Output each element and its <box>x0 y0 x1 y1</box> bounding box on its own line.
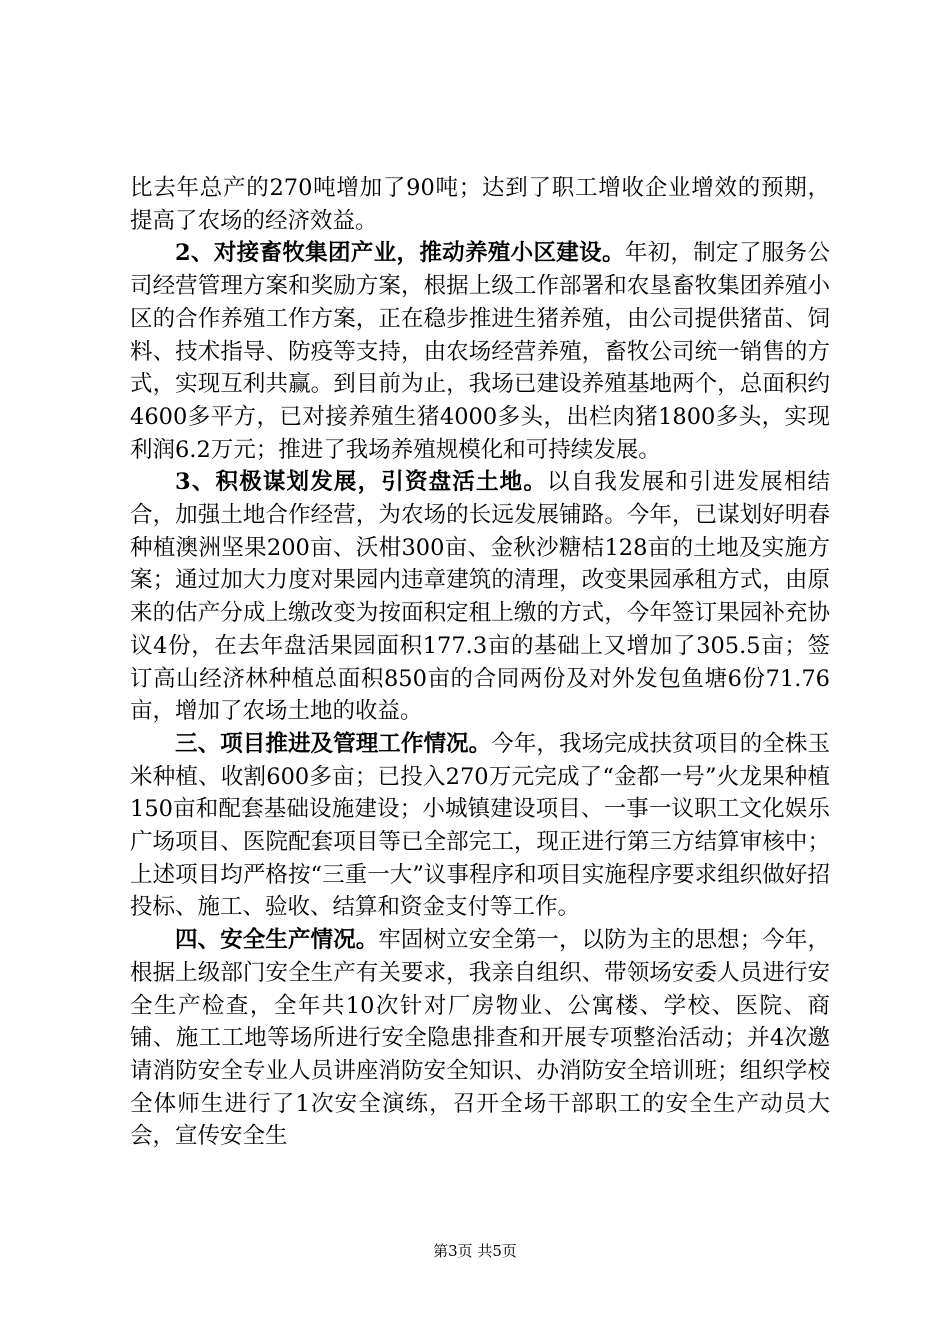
paragraph-livestock <box>130 237 830 466</box>
paragraph-text: 今年，我场完成扶贫项目的全株玉米种植、收割600多亩；已投入270万元完成了“金都一号”火龙果种植150亩和配套基础设施建设；小城镇建设项目、一事一议职工文化娱乐广场项目、医院配套项目等已全部完工，现正进行第三方结算审核中；上述项目均严格按“三重一大”议事程序和项目实施程序要求组织做好招投标、施工、验收、结算和资金支付等工作。 <box>130 730 830 921</box>
paragraph-lead: 四、安全生产情况。 <box>175 927 379 954</box>
page-number-label: 第3页 共5页 <box>433 1242 517 1260</box>
paragraph-text: 以自我发展和引进发展相结合，加强土地合作经营，为农场的长远发展铺路。今年，已谋划好明春种植澳洲坚果200亩、沃柑300亩、金秋沙糖桔128亩的土地及实施方案；通过加大力度对果园内违章建筑的清理，改变果园承租方式，由原来的估产分成上缴改变为按面积定租上缴的方式，今年签订果园补充协议4份，在去年盘活果园面积177.3亩的基础上又增加了305.5亩；签订高山经济林种植总面积850亩的合同两份及对外发包鱼塘6份71.76亩，增加了农场土地的收益。 <box>130 469 830 725</box>
paragraph-text: 牢固树立安全第一，以防为主的思想；今年，根据上级部门安全生产有关要求，我亲自组织、带领场安委人员进行安全生产检查，全年共10次针对厂房物业、公寓楼、学校、医院、商铺、施工工地等场所进行安全隐患排查和开展专项整治活动；并4次邀请消防安全专业人员讲座消防安全知识、办消防安全培训班；组织学校全体师生进行了1次安全演练，召开全场干部职工的安全生产动员大会，宣传安全生 <box>130 927 830 1150</box>
paragraph-lead: 三、项目推进及管理工作情况。 <box>175 730 492 757</box>
paragraph-continuation <box>130 172 830 237</box>
paragraph-lead: 3、积极谋划发展，引资盘活土地。 <box>175 469 548 496</box>
paragraph-lead: 2、对接畜牧集团产业，推动养殖小区建设。 <box>175 240 625 267</box>
paragraph-text: 年初，制定了服务公司经营管理方案和奖励方案，根据上级工作部署和农垦畜牧集团养殖小区的合作养殖工作方案，正在稳步推进生猪养殖，由公司提供猪苗、饲料、技术指导、防疫等支持，由农场经营养殖，畜牧公司统一销售的方式，实现互利共赢。到目前为止，我场已建设养殖基地两个，总面积约4600多平方，已对接养殖生猪4000多头，出栏肉猪1800多头，实现利润6.2万元；推进了我场养殖规模化和可持续发展。 <box>130 240 830 463</box>
page-footer <box>0 1241 950 1261</box>
document-body <box>130 172 830 1153</box>
paragraph-projects <box>130 728 830 924</box>
paragraph-safety <box>130 924 830 1153</box>
paragraph-text: 比去年总产的270吨增加了90吨；达到了职工增收企业增效的预期，提高了农场的经济效益。 <box>130 175 830 234</box>
paragraph-land <box>130 466 830 728</box>
